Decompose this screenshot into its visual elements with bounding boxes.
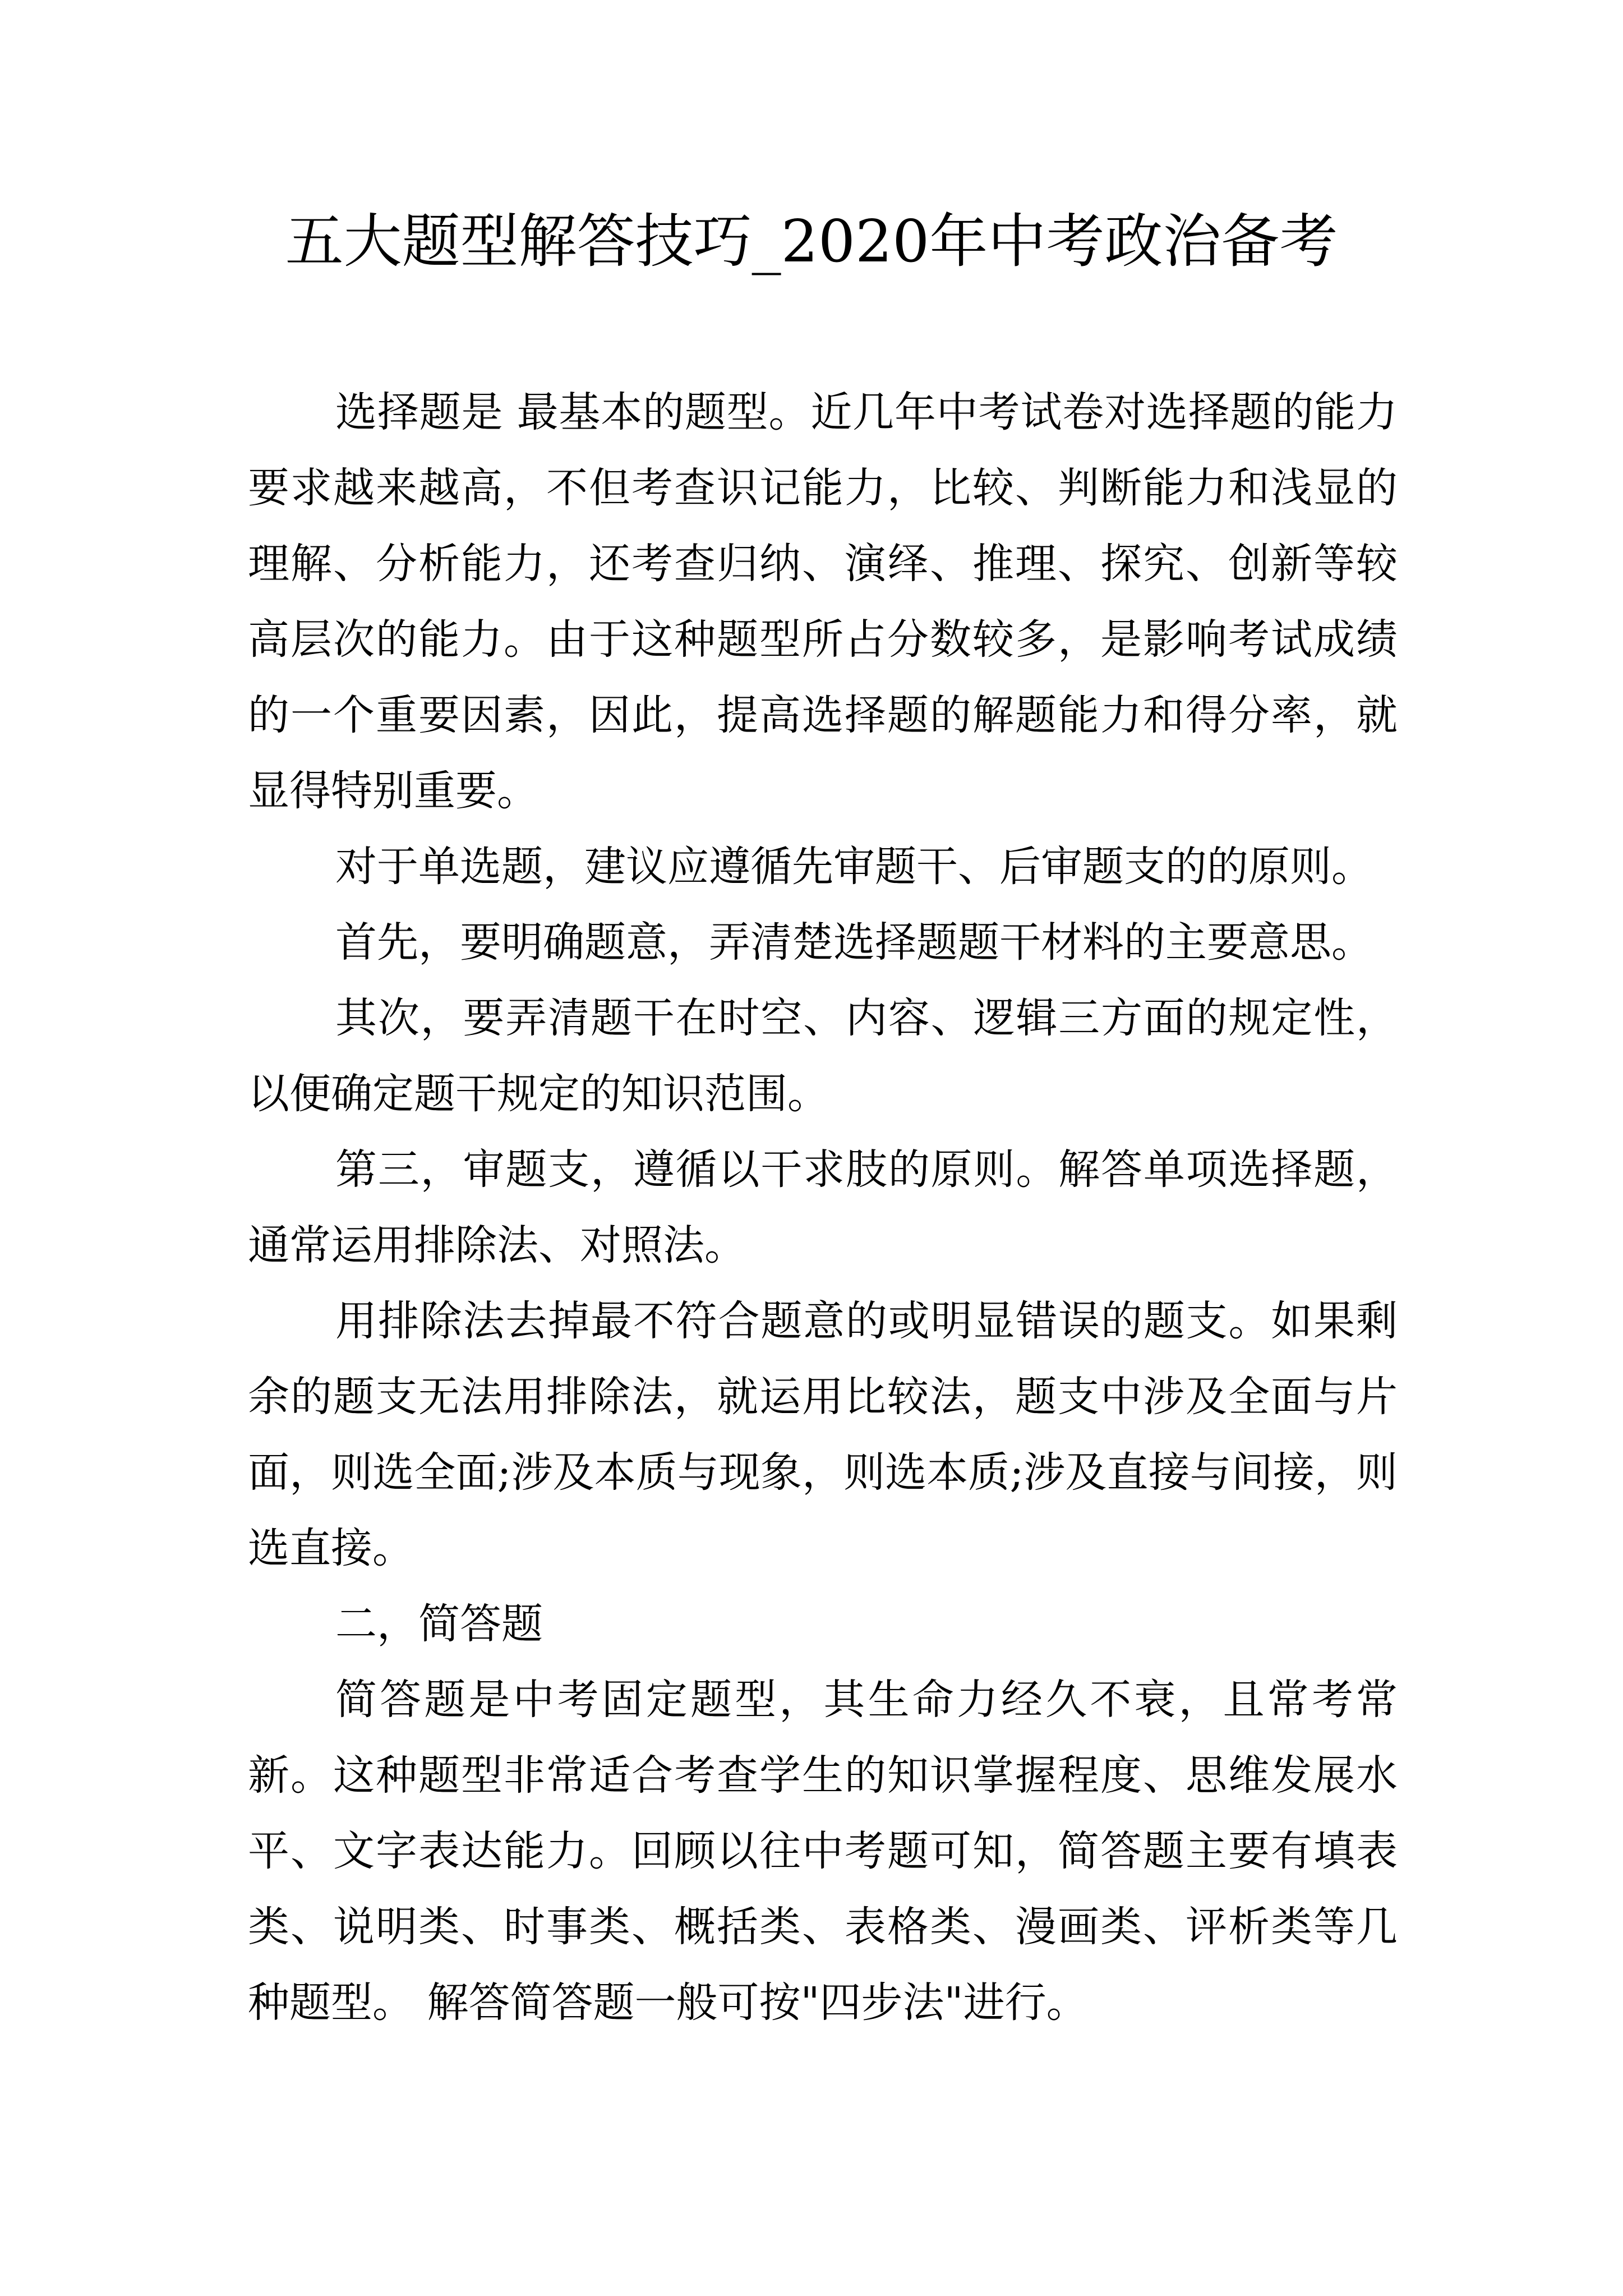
document-title: 五大题型解答技巧_2020年中考政治备考: [285, 207, 1338, 275]
paragraph-multiple-choice-intro: 选择题是 最基本的题型。近几年中考试卷对选择题的能力要求越来越高，不但考查识记能力，比较、判断能力和浅显的理解、分析能力，还考查归纳、演绎、推理、探究、创新等较高层次的能力。由于这种题型所占分数较多，是影响考试成绩的一个重要因素，因此，提高选择题的解题能力和得分率，就显得特别重要。: [248, 388, 1398, 815]
section-heading-short-answer: 二，简答题: [335, 1600, 543, 1648]
paragraph-single-choice-principle: 对于单选题，建议应遵循先审题干、后审题支的的原则。: [335, 843, 1373, 891]
paragraph-elimination-method: 用排除法去掉最不符合题意的或明显错误的题支。如果剩余的题支无法用排除法，就运用比较法，题支中涉及全面与片面，则选全面;涉及本质与现象，则选本质;涉及直接与间接，则选直接。: [248, 1297, 1398, 1572]
paragraph-step-third: 第三，审题支，遵循以干求肢的原则。解答单项选择题，通常运用排除法、对照法。: [248, 1145, 1398, 1269]
document-body: [248, 375, 1398, 2041]
paragraph-step-first: 首先，要明确题意，弄清楚选择题题干材料的主要意思。: [335, 918, 1373, 967]
paragraph-step-second: 其次，要弄清题干在时空、内容、逻辑三方面的规定性，以便确定题干规定的知识范围。: [248, 994, 1398, 1118]
paragraph-short-answer-intro: 简答题是中考固定题型，其生命力经久不衰，且常考常新。这种题型非常适合考查学生的知识掌握程度、思维发展水平、文字表达能力。回顾以往中考题可知，简答题主要有填表类、说明类、时事类、概括类、表格类、漫画类、评析类等几种题型。 解答简答题一般可按"四步法"进行。: [248, 1676, 1398, 2027]
